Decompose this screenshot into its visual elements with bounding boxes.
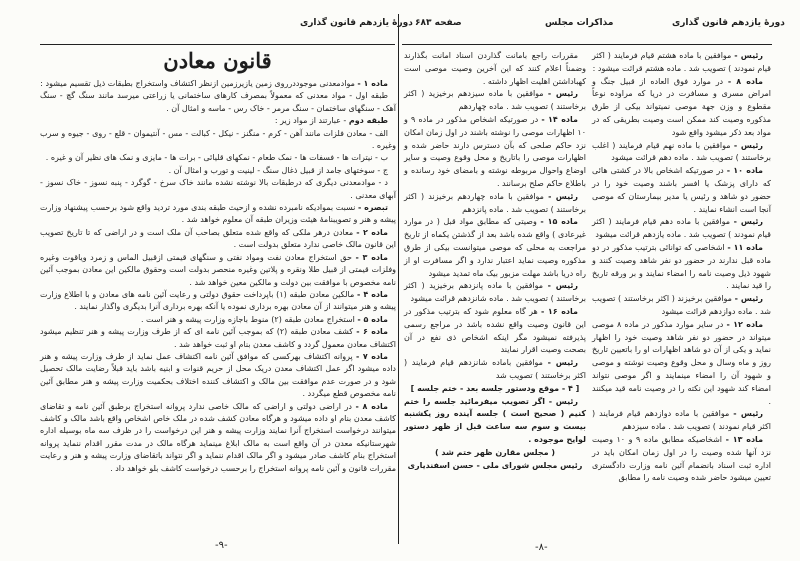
paragraph-text: - عبارتند از مواد زیر : — [274, 116, 349, 126]
paragraph-text: وصیتی که مطابق مواد قبل ( در موارد غیرعادی ) واقع شده باشد بعد از گذشتن یکماه از تاریخ مراجعت به محلی که موصی میتوانست بیکی از طرق مذکوره وصیت نماید اعتبار ندارد و اگر مسافرت او از راه دریا باشد مهلت مزبور بیک ماه تمدید میشود — [404, 217, 586, 278]
left-page-body — [40, 78, 396, 475]
paragraph-lead: ماده ۱۱ - — [727, 242, 764, 252]
paragraph-text: موافقین باماده شانزدهم قیام فرمایند ( اکثر برخاستند ) تصویب شد — [404, 358, 586, 380]
paragraph-lead: ماده ۲ - — [356, 227, 388, 237]
paragraph-text: در صورتیکه اشخاص مذکور در ماده ۹ و ۱۰ اظهارات موصی را نوشته باشند در اول زمان امکان نزد حاکم صلحی که بآن دسترس دارند حاضر شده و اظهارات موصی را باتاریخ و محل وقوع وصیت و سایر اوضاع واحوال مربوطه نوشته و بامضای خود رسانده و باطلاع حاکم صلح برسانند . — [404, 114, 586, 188]
right-page-column-right — [592, 50, 771, 485]
paragraph-text: طبقه اول - مواد معدنی که معمولاً بمصرف کارهای ساختمانی یا زراعتی میرسد مانند سنگ گچ - سنگ آهک - سنگهای ساختمان - سنگ مرمر - خاک رس - ماسه و امثال آن . — [40, 91, 396, 113]
paragraph-lead: ماده ۱۶ - — [541, 306, 578, 316]
page-title: قانون معادن — [163, 48, 272, 73]
paragraph — [592, 140, 771, 166]
paragraph-lead: تبصره - — [357, 203, 388, 213]
left-header-rule — [40, 44, 395, 45]
paragraph-text: مالکین معادن طبقه (۱) باپرداخت حقوق دولتی و رعایت آئین نامه های معادن و با اطلاع وزارت پیشه و هنر میتوانند از آن معادن بهره برداری نموده یا آنکه بهره برداری آنرا بدیگری واگذار نمایند . — [40, 289, 396, 312]
paragraph-lead: ماده ۱۴ - — [541, 114, 578, 124]
paragraph-lead: ماده ۸ - — [355, 401, 388, 411]
paragraph — [40, 128, 396, 153]
paragraph-text: در موارد فوق العاده از قبیل جنگ و امراض مسری و مسافرت در دریا که مراوده نوعاً مقطوع و وزن جهة موصی نمیتواند بیکی از طرق مذکوره وصیت کند ممکن است وصیت بطریقی که در مواد بعد ذکر میشود واقع شود — [592, 76, 771, 137]
paragraph — [592, 319, 771, 409]
paragraph — [404, 357, 586, 383]
paragraph-lead: طبقه دوم — [348, 116, 388, 126]
paragraph — [40, 252, 396, 289]
paragraph-text: الف - معادن فلزات مانند آهن - کرم - منگنز - نیکل - کبالت - مس - آنتیموان - قلع - روی - جیوه و سرب وغیره . — [40, 128, 396, 151]
closing-speech — [404, 396, 586, 447]
paragraph-text: ج - سوختهای جامد از قبیل ذغال سنگ - لینیت و تورب و امثال آن . — [168, 165, 388, 175]
paragraph-lead: ماده ۱۵ - — [540, 217, 578, 227]
paragraph-text: معادن درهر ملکی که واقع شده متعلق بصاحب آن ملک است و در اراضی که تا تاریخ تصویب این قانون مالک خاصی ندارد متعلق بدولت است . — [40, 227, 396, 250]
paragraph-text: د - موادمعدنی دیگری که درطبقات بالا نوشته نشده مانند خاک سرخ - گوگرد - پنبه نسوز - خاک نسوز - آبهای معدنی . — [40, 178, 396, 200]
paragraph — [404, 280, 586, 306]
paragraph-text: اشخاصیکه مطابق ماده ۹ و ۱۰ وصیت نزد آنها شده وصیت را در اول زمان امکان باید در اداره ثبت اسناد بانضمام آئین نامه وزارت دادگستری تعیین میشود حاضر شده وصیت نامه را مطابق — [592, 434, 771, 483]
paragraph-text: موافقین با ماده سیزدهم برخیزید ( اکثر برخاستند ) تصویب شد . ماده چهاردهم — [404, 89, 586, 112]
closing-speech-text: اگر تصویب میفرمائید جلسه را ختم کنیم ( صحیح است ) جلسه آینده روز یکشنبه بیست و سوم سه ساعت قبل از ظهر دستور لوایح موجوده . — [404, 396, 586, 444]
paragraph — [40, 289, 396, 314]
paragraph-text: موافقین با ماده دهم قیام فرمایند ( اکثر قیام نمودند ) تصویب شد . ماده یازدهم قرائت میشود — [592, 217, 771, 240]
paragraph — [592, 165, 771, 216]
paragraph-text: مقررات راجع بامانت گذاردن اسناد امانت بگذارند وضمناً اعلام کنند که این آخرین وصیت موصی است کهباداشتن اهلیت اظهار داشته . — [404, 51, 586, 86]
paragraph — [404, 306, 586, 357]
paragraph-lead: ماده ۶ - — [356, 327, 389, 337]
paragraph — [404, 114, 586, 191]
paragraph — [592, 408, 771, 434]
paragraph — [40, 152, 396, 164]
right-page-column-left — [404, 50, 586, 472]
paragraph-lead: رئیس - — [734, 51, 763, 60]
paragraph — [592, 242, 771, 293]
left-page-number: -۹- — [215, 540, 228, 551]
paragraph — [592, 76, 771, 140]
right-header-rule — [402, 44, 772, 45]
paragraph-text: موادمعدنی موجوددرروی زمین یازیرزمین ازنظر اکتشاف واستخراج بطبقات ذیل تقسیم میشود : — [40, 79, 358, 88]
column-left-paragraphs — [404, 50, 586, 383]
paragraph-text: نسبت بموادیکه نامبرده نشده و ازحیث طبقه بندی مورد تردید واقع شود برحسب پیشنهاد وزارت پیشه و هنر و تصویبنامهٔ هیئت وزیران طبقه آن معلوم خواهد شد . — [40, 203, 396, 225]
paragraph-lead: رئیس - — [733, 140, 763, 150]
closing-speaker: رئیس - — [548, 396, 578, 406]
paragraph — [40, 165, 396, 177]
paragraph-text: موافقین برخیزند ( اکثر برخاستند ) تصویب شد . ماده دوازدهم قرائت میشود — [592, 294, 771, 316]
paragraph — [592, 216, 771, 242]
page-divider — [398, 14, 399, 544]
paragraph — [404, 88, 586, 114]
right-page-header-center: مذاکرات مجلس — [545, 18, 614, 28]
paragraph — [40, 351, 396, 401]
paragraph — [404, 216, 586, 280]
paragraph — [404, 191, 586, 217]
paragraph-lead: رئیس - — [547, 358, 578, 368]
paragraph-text: ب - نیترات ها - فسفات ها - نمک طعام - نمکهای قلیائی - برات ها - مایزی و نمک های نظیر آن و غیره . — [45, 153, 388, 163]
paragraph-lead: ماده ۸ - — [727, 76, 763, 86]
paragraph-lead: ماده ۱۰ - — [726, 166, 764, 176]
left-page-header: دورهٔ یازدهم قانون گذاری — [300, 18, 413, 28]
paragraph-lead: رئیس - — [734, 294, 763, 304]
section-heading: [ ۴ - موقع ودستور جلسه بعد - ختم جلسه ] — [410, 383, 580, 393]
paragraph-text: در سایر موارد مذکور در ماده ۸ موصی میتواند در حضور دو نفر شاهد وصیت خود را اظهار نماید و یکی از آن دو شاهد اظهارات او را باتعیین تاریخ روز و ماه وسال و محل وقوع وصیت نوشته و موصی و شهود آن را امضاء مینمایند و اگر موصی نتواند امضاء کند شهود این نکته را در وصیت نامه قید میکنند . — [592, 319, 771, 406]
paragraph-text: اشخاصی که توانائی بترتیب مذکور در دو ماده قبل ندارند در حضور دو نفر شاهد وصیت کنند و شهود ذیل وصیت نامه را امضاء نمایند و بر ورقه تاریخ را قید نمایند . — [592, 242, 771, 291]
paragraph — [40, 202, 396, 227]
paragraph — [592, 50, 771, 76]
paragraph-lead: رئیس - — [547, 89, 578, 99]
paragraph — [40, 115, 396, 127]
adjournment-note: ( مجلس مقارن ظهر ختم شد ) — [434, 447, 556, 457]
paragraph-lead: ماده ۷ - — [356, 351, 389, 361]
paragraph-text: موافقین با ماده دوازدهم قیام فرمایند ( اکثر قیام نمودند ) تصویب شد . ماده سیزدهم — [592, 409, 771, 432]
paragraph-text: در اراضی دولتی و اراضی که مالک خاصی ندارد پروانه استخراج برطبق آئین نامه و تقاضای کاشف معدن بنام او داده میشود و هرگاه معادن کشف شده در ملک خاص اشخاص واقع باشد مالک و کاشف میتوانند درخواست استخراج آنرا نمایند وزارت پیشه و هنر این درخواست را در ظرف سه ماه بوسیله اداره شهرستانیکه معدن در آن واقع است به مالک ابلاغ مینماید هرگاه مالک در مدت مقرر اقدام ننماید پروانه استخراج بنام کاشف صادر میشود و اگر مالک اقدام ننماید و اگر نتواند باتقاضای وزارت پیشه و هنر و رعایت مقررات قانون و آئین نامه پروانه استخراج را برحسب درخواست کاشف بلو خواهد داد . — [40, 401, 396, 473]
paragraph-lead: ماده ۴ - — [356, 289, 388, 299]
right-page-header-page: صفحه ۶۸۳ — [415, 18, 462, 28]
paragraph-text: هر گاه معلوم شود که بترتیب مذکور در این قانون وصیت واقع نشده باشد در مراجع رسمی پذیرفته نمیشود مگر اینکه اشخاص ذی نفع در آن بصحت وصیت اقرار نمایند — [404, 306, 586, 355]
paragraph-text: حق استخراج معادن نفت ومواد نفتی و سنگهای قیمتی ازقبیل الماس و زمرد ویاقوت وغیره وفلزات قیمتی از قبیل طلا ونقره و پلاتین وغیره منحصر بدولت است وحقوق مالکین این معادن بموجب آئین نامه مخصوص با موافقت بین دولت و مالکین معین خواهد شد . — [40, 252, 396, 287]
paragraph-text: موافقین با ماده پانزدهم برخیزید ( اکثر برخاستند ) تصویب شد . ماده شانزدهم قرائت میشود — [404, 281, 586, 304]
paragraph — [40, 177, 396, 202]
paragraph-lead: ماده ۱ - — [357, 79, 388, 88]
paragraph-lead: رئیس - — [547, 281, 578, 291]
paragraph-lead: رئیس - — [733, 409, 764, 419]
paragraph — [592, 293, 771, 319]
paragraph-text: استخراج معادن طبقه (۲) منوط باجازه وزارت پیشه و هنر است . — [140, 314, 358, 324]
paragraph — [40, 314, 396, 326]
paragraph — [40, 90, 396, 115]
paragraph-lead: رئیس - — [548, 191, 578, 201]
paragraph-lead: ماده ۱۳ - — [725, 434, 764, 444]
paragraph-lead: ماده ۳ - — [355, 252, 388, 262]
paragraph — [592, 434, 771, 485]
right-page-number: -۸- — [535, 542, 548, 553]
right-page-header-title: دورهٔ یازدهم قانون گذاری — [672, 18, 785, 28]
paragraph-text: موافقین با ماده هشتم قیام فرمایند ( اکثر قیام نمودند ) تصویب شد . ماده هشتم قرائت میشود : — [592, 51, 771, 73]
speaker-signature: رئیس مجلس شورای ملی - حسن اسفندیاری — [407, 460, 583, 470]
paragraph-text: در صورتیکه اشخاص بالا در کشتی هائی که دارای پزشک یا افسر باشند وصیت خود را در حضور دو شاهد و رئیس یا مدیر بیمارستان که موصی آنجا است انشاء نمایند . — [592, 166, 771, 214]
paragraph — [40, 401, 396, 475]
paragraph-text: پروانه اکتشاف بهرکسی که موافق آئین نامه اکتشاف عمل نماید از طرف وزارت پیشه و هنر داده میشود اگر عمل اکتشاف معدن دریک محل از حریم قنوات و ابنیه باشد باید قبلاً رضایت مالک تحصیل شود و در صورت عدم موافقت بین مالک و اکتشاف کننده اختلاف بحکمیت وزارت پیشه و هنر مطابق آئین نامه مخصوص قطع میگردد . — [40, 351, 396, 399]
paragraph — [404, 50, 586, 88]
paragraph — [40, 326, 396, 351]
paragraph — [40, 78, 396, 90]
paragraph-lead: رئیس - — [733, 217, 764, 227]
paragraph-text: موافقین با ماده چهاردهم برخیزند ( اکثر برخاستند ) تصویب شد . ماده پانزدهم — [404, 191, 586, 214]
paragraph-lead: ماده ۱۲ - — [726, 319, 764, 329]
paragraph-text: موافقین با ماده نهم قیام فرمایند ( اغلب برخاستند ) تصویب شد . ماده دهم قرائت میشود — [592, 140, 771, 163]
paragraph-lead: ماده ۵ - — [357, 314, 388, 324]
paragraph — [40, 227, 396, 252]
paragraph-text: کشف معادن طبقه (۲) که بموجب آئین نامه ای که از طرف وزارت پیشه و هنر تنظیم میشود اکتشاف معادن معمول گردد و کاشف معدن بنام او ثبت خواهد شد . — [40, 327, 396, 349]
